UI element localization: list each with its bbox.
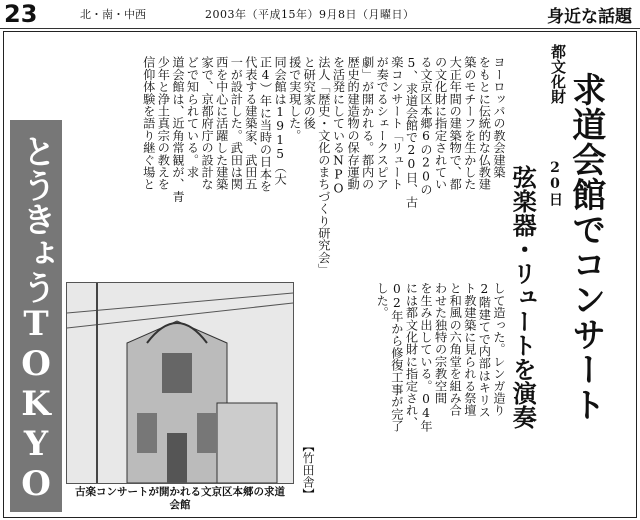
article-line: 楽コンサート「リュート xyxy=(389,56,404,191)
article-line: 正4）年に当時の日本を xyxy=(258,56,273,192)
article-line: 少年と浄土真宗の教えを xyxy=(156,56,171,191)
section-title: 身近な話題 xyxy=(547,7,632,27)
headline: 求道会館でコンサート xyxy=(565,72,606,422)
article-line: 劇」が開かれる。都内の xyxy=(360,56,375,191)
page-number: 23 xyxy=(4,0,38,28)
article-line: 一が設計した。武田は関 xyxy=(229,56,244,191)
photo-caption: 古楽コンサートが開かれる文京区本郷の求道会館 xyxy=(75,486,285,511)
article-line: をもとに伝統的な仏教建 xyxy=(477,56,492,191)
article-line: ト教建築に見られる祭壇 xyxy=(462,282,477,417)
article-line: 法人「歴史・文化のまちづくり研究会」 xyxy=(316,56,331,276)
article-line: を活発にしているNPO xyxy=(331,56,346,196)
article-line: 道会館は、近角常観が、青 xyxy=(170,56,185,203)
article-line: 家で、京都府庁の設計な xyxy=(200,56,215,191)
byline: 【竹田舎】 xyxy=(301,440,315,500)
article-line: 同会館は1915（大 xyxy=(273,56,288,186)
article-line: を生み出している。04年 xyxy=(419,282,434,432)
article-line: 2階建てで内部はキリス xyxy=(477,282,492,418)
article-line: 5、求道会館で20日、古 xyxy=(404,56,419,208)
article-line: 信仰体験を語り継ぐ場と xyxy=(141,56,156,191)
article-line: 02年から修復工事が完了 xyxy=(389,282,404,432)
article-line: わせた独特の宗教空間 xyxy=(433,282,448,404)
edition-region: 北・南・中西 xyxy=(80,8,146,21)
photo-illustration xyxy=(67,283,293,483)
page-header xyxy=(0,0,640,29)
article-line: と和風の六角堂を組み合 xyxy=(448,282,463,417)
subheadline-date: 20日 xyxy=(547,160,563,206)
column-title: とうきょうTOKYO xyxy=(16,134,56,504)
column-title-banner xyxy=(10,120,62,512)
article-line: が奏でるシェークスピア xyxy=(375,56,390,191)
article-line: した。 xyxy=(375,282,390,319)
article-body-lower xyxy=(298,282,506,436)
article-category: 都文化財 xyxy=(549,44,567,104)
article-body-upper xyxy=(66,56,506,276)
article-line: 代表する建築家、武田五 xyxy=(243,56,258,191)
article-line: の文化財に指定されてい xyxy=(433,56,448,191)
subheadline: 弦楽器・リュートを演奏 xyxy=(508,165,538,429)
article-line: 援で実現した。 xyxy=(287,56,302,142)
article-line: 築のモチーフを生かした xyxy=(462,56,477,191)
article-line: と研究家の後 xyxy=(302,56,317,130)
article-line: して造った。レンガ造り xyxy=(492,282,506,417)
article-line: ヨーロッパの教会建築 xyxy=(492,56,506,178)
article-line: る文京区本郷6の20の xyxy=(419,56,434,196)
article-line: 歴史的建造物の保存運動 xyxy=(346,56,361,191)
article-line: 大正年間の建築物で、都 xyxy=(448,56,463,191)
article-line: 西を中心に活躍した建築 xyxy=(214,56,229,191)
building-photo xyxy=(66,282,294,484)
article-line: には都文化財に指定され、 xyxy=(404,282,419,429)
issue-date: 2003年（平成15年）9月8日（月曜日） xyxy=(205,8,415,21)
article-line: どで知られている。求 xyxy=(185,56,200,178)
